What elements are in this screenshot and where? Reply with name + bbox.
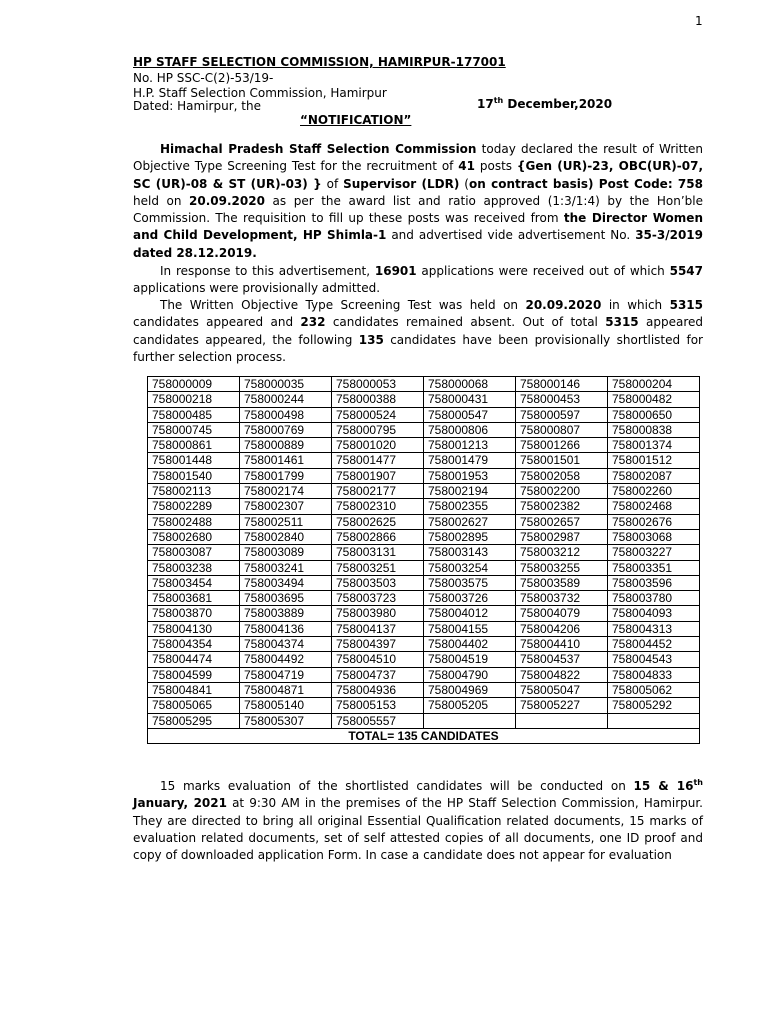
roll-number-cell: 758003503	[332, 575, 424, 590]
table-total-row	[148, 728, 700, 743]
roll-number-cell: 758003238	[148, 560, 240, 575]
roll-number-cell: 758004510	[332, 652, 424, 667]
table-row	[148, 499, 700, 514]
roll-number-cell: 758005140	[240, 698, 332, 713]
roll-number-cell: 758003980	[332, 606, 424, 621]
roll-number-cell: 758000388	[332, 392, 424, 407]
roll-number-cell: 758003143	[424, 545, 516, 560]
roll-number-cell: 758000745	[148, 422, 240, 437]
roll-number-cell: 758004790	[424, 667, 516, 682]
roll-number-cell: 758000146	[516, 377, 608, 392]
roll-number-cell	[516, 713, 608, 728]
roll-number-cell: 758002895	[424, 529, 516, 544]
office-name: H.P. Staff Selection Commission, Hamirpur	[133, 86, 387, 100]
page-number: 1	[695, 14, 703, 28]
roll-number-cell: 758005062	[608, 682, 700, 697]
roll-number-cell: 758000498	[240, 407, 332, 422]
roll-number-cell: 758003494	[240, 575, 332, 590]
roll-number-cell: 758000524	[332, 407, 424, 422]
paragraph-screening-test: The Written Objective Type Screening Test was held on 20.09.2020 in which 5315 candidates appeared and 232 candidates remained absent. Out of total 5315 appeared candidates appeared, the following 135 candidates have been provisionally shortlisted for further selection process.	[133, 298, 704, 364]
roll-number-cell: 758001799	[240, 468, 332, 483]
roll-number-cell: 758003254	[424, 560, 516, 575]
roll-number-cell: 758002200	[516, 484, 608, 499]
roll-number-cell: 758004136	[240, 621, 332, 636]
roll-number-cell: 758004871	[240, 682, 332, 697]
roll-number-cell: 758004130	[148, 621, 240, 636]
roll-number-cell: 758005307	[240, 713, 332, 728]
roll-number-cell: 758005295	[148, 713, 240, 728]
reference-number: No. HP SSC-C(2)-53/19-	[133, 71, 274, 85]
roll-number-cell: 758001213	[424, 438, 516, 453]
roll-number-cell: 758004822	[516, 667, 608, 682]
roll-number-cell: 758000795	[332, 422, 424, 437]
roll-number-cell: 758004313	[608, 621, 700, 636]
roll-number-cell: 758004155	[424, 621, 516, 636]
roll-number-cell: 758002058	[516, 468, 608, 483]
table-row	[148, 392, 700, 407]
roll-number-cell: 758004537	[516, 652, 608, 667]
roll-number-cell: 758003241	[240, 560, 332, 575]
roll-number-cell: 758003575	[424, 575, 516, 590]
roll-number-cell: 758003212	[516, 545, 608, 560]
roll-number-cell: 758004492	[240, 652, 332, 667]
table-row	[148, 407, 700, 422]
roll-number-cell: 758003351	[608, 560, 700, 575]
roll-number-cell: 758000431	[424, 392, 516, 407]
roll-number-cell: 758004833	[608, 667, 700, 682]
roll-number-cell: 758004410	[516, 637, 608, 652]
table-row	[148, 575, 700, 590]
roll-number-cell: 758002657	[516, 514, 608, 529]
roll-number-cell: 758004841	[148, 682, 240, 697]
roll-number-cell: 758002987	[516, 529, 608, 544]
roll-number-cell: 758004474	[148, 652, 240, 667]
table-row	[148, 484, 700, 499]
roll-number-cell: 758004936	[332, 682, 424, 697]
roll-number-cell: 758000485	[148, 407, 240, 422]
roll-number-cell: 758005292	[608, 698, 700, 713]
total-candidates: TOTAL= 135 CANDIDATES	[148, 728, 700, 743]
roll-number-cell: 758002382	[516, 499, 608, 514]
roll-number-cell: 758001501	[516, 453, 608, 468]
table-row	[148, 422, 700, 437]
roll-number-cell: 758000838	[608, 422, 700, 437]
roll-number-cell: 758002310	[332, 499, 424, 514]
roll-number-cell: 758004137	[332, 621, 424, 636]
roll-number-cell: 758003889	[240, 606, 332, 621]
roll-number-cell: 758003255	[516, 560, 608, 575]
dated-label: Dated: Hamirpur, the	[133, 99, 261, 113]
roll-number-cell: 758002194	[424, 484, 516, 499]
roll-number-cell: 758002307	[240, 499, 332, 514]
roll-number-cell: 758003726	[424, 591, 516, 606]
roll-number-cell: 758002468	[608, 499, 700, 514]
roll-number-cell: 758000035	[240, 377, 332, 392]
roll-number-cell: 758002676	[608, 514, 700, 529]
roll-number-cell: 758000453	[516, 392, 608, 407]
paragraph-evaluation: 15 marks evaluation of the shortlisted candidates will be conducted on 15 & 16th January, 2021 at 9:30 AM in the premises of the HP Staff Selection Commission, Hamirpur. They are directed to bring all original Essential Qualification related documents, 15 marks of evaluation related documents, set of self attested copies of all documents, one ID proof and copy of downloaded application Form. In case a candidate does not appear for evaluation	[133, 778, 703, 863]
roll-number-cell: 758004079	[516, 606, 608, 621]
roll-number-cell: 758003251	[332, 560, 424, 575]
roll-number-cell	[424, 713, 516, 728]
roll-number-cell: 758002113	[148, 484, 240, 499]
roll-number-cell: 758004354	[148, 637, 240, 652]
roll-number-cell: 758003089	[240, 545, 332, 560]
table-row	[148, 652, 700, 667]
roll-number-cell: 758000204	[608, 377, 700, 392]
table-row	[148, 529, 700, 544]
roll-number-cell: 758002627	[424, 514, 516, 529]
roll-number-cell: 758001448	[148, 453, 240, 468]
roll-number-cell: 758002680	[148, 529, 240, 544]
notification-date: 17th December,2020	[477, 96, 613, 111]
roll-number-cell: 758000244	[240, 392, 332, 407]
table-row	[148, 545, 700, 560]
roll-number-cell: 758001540	[148, 468, 240, 483]
roll-number-cell: 758002866	[332, 529, 424, 544]
table-row	[148, 667, 700, 682]
roll-number-cell: 758004737	[332, 667, 424, 682]
table-row	[148, 560, 700, 575]
roll-number-cell: 758001020	[332, 438, 424, 453]
table-row	[148, 621, 700, 636]
roll-number-cell: 758001953	[424, 468, 516, 483]
roll-number-cell: 758001374	[608, 438, 700, 453]
roll-number-cell: 758003068	[608, 529, 700, 544]
roll-number-cell: 758000068	[424, 377, 516, 392]
roll-number-cell: 758002488	[148, 514, 240, 529]
roll-number-cell: 758001479	[424, 453, 516, 468]
roll-number-cell	[608, 713, 700, 728]
table-row	[148, 698, 700, 713]
table-row	[148, 453, 700, 468]
roll-number-cell: 758004543	[608, 652, 700, 667]
roll-number-cell: 758003870	[148, 606, 240, 621]
roll-number-cell: 758001477	[332, 453, 424, 468]
table-row	[148, 591, 700, 606]
roll-number-cell: 758004599	[148, 667, 240, 682]
roll-number-cell: 758001907	[332, 468, 424, 483]
roll-number-cell: 758001266	[516, 438, 608, 453]
roll-number-cell: 758004093	[608, 606, 700, 621]
paragraph-result-declaration: Himachal Pradesh Staff Selection Commission today declared the result of Written Objective Type Screening Test for the recruitment of 41 posts {Gen (UR)-23, OBC(UR)-07, SC (UR)-08 & ST (UR)-03) } of Supervisor (LDR) (on contract basis) Post Code: 758 held on 20.09.2020 as per the award list and ratio approved (1:3/1:4) by the Hon’ble Commission. The requisition to fill up these posts was received from the Director Women and Child Development, HP Shimla-1 and advertised vide advertisement No. 35-3/2019 dated 28.12.2019.	[133, 142, 704, 260]
roll-number-cell: 758000806	[424, 422, 516, 437]
roll-number-cell: 758002511	[240, 514, 332, 529]
roll-number-cell: 758002260	[608, 484, 700, 499]
roll-number-cell: 758004969	[424, 682, 516, 697]
roll-number-cell: 758002174	[240, 484, 332, 499]
roll-number-cell: 758001461	[240, 453, 332, 468]
roll-number-cell: 758000889	[240, 438, 332, 453]
roll-number-cell: 758005227	[516, 698, 608, 713]
shortlisted-roll-numbers-table	[147, 376, 700, 744]
roll-number-cell: 758002177	[332, 484, 424, 499]
roll-number-cell: 758004719	[240, 667, 332, 682]
table-row	[148, 713, 700, 728]
notification-title: “NOTIFICATION”	[300, 113, 412, 127]
roll-number-cell: 758003131	[332, 545, 424, 560]
table-row	[148, 438, 700, 453]
roll-number-cell: 758004206	[516, 621, 608, 636]
roll-number-cell: 758002840	[240, 529, 332, 544]
table-row	[148, 606, 700, 621]
table-row	[148, 377, 700, 392]
paragraph-applications: In response to this advertisement, 16901 applications were received out of which 5547 applications were provisionally admitted.	[133, 264, 703, 296]
roll-number-cell: 758004397	[332, 637, 424, 652]
roll-number-cell: 758000547	[424, 407, 516, 422]
roll-number-cell: 758003695	[240, 591, 332, 606]
roll-number-cell: 758002289	[148, 499, 240, 514]
roll-number-cell: 758000009	[148, 377, 240, 392]
roll-number-cell: 758003780	[608, 591, 700, 606]
roll-number-cell: 758003589	[516, 575, 608, 590]
roll-number-cell: 758004519	[424, 652, 516, 667]
roll-number-cell: 758005205	[424, 698, 516, 713]
table-row	[148, 637, 700, 652]
roll-number-cell: 758003681	[148, 591, 240, 606]
commission-title: HP STAFF SELECTION COMMISSION, HAMIRPUR-177001	[133, 55, 506, 69]
roll-number-cell: 758000053	[332, 377, 424, 392]
roll-number-cell: 758005047	[516, 682, 608, 697]
roll-number-cell: 758004402	[424, 637, 516, 652]
roll-number-cell: 758003087	[148, 545, 240, 560]
roll-number-cell: 758004012	[424, 606, 516, 621]
roll-number-cell: 758005557	[332, 713, 424, 728]
roll-number-cell: 758003723	[332, 591, 424, 606]
roll-number-cell: 758002087	[608, 468, 700, 483]
table-row	[148, 682, 700, 697]
roll-number-cell: 758004452	[608, 637, 700, 652]
roll-number-cell: 758005153	[332, 698, 424, 713]
roll-number-cell: 758003596	[608, 575, 700, 590]
roll-number-cell: 758002355	[424, 499, 516, 514]
table-row	[148, 468, 700, 483]
roll-number-cell: 758005065	[148, 698, 240, 713]
roll-number-cell: 758003227	[608, 545, 700, 560]
roll-number-cell: 758001512	[608, 453, 700, 468]
table-row	[148, 514, 700, 529]
roll-number-cell: 758000482	[608, 392, 700, 407]
roll-number-cell: 758000807	[516, 422, 608, 437]
roll-number-cell: 758000769	[240, 422, 332, 437]
roll-number-cell: 758004374	[240, 637, 332, 652]
roll-number-cell: 758003732	[516, 591, 608, 606]
roll-number-cell: 758003454	[148, 575, 240, 590]
roll-number-cell: 758000650	[608, 407, 700, 422]
roll-number-cell: 758002625	[332, 514, 424, 529]
roll-number-cell: 758000861	[148, 438, 240, 453]
roll-number-cell: 758000597	[516, 407, 608, 422]
roll-number-cell: 758000218	[148, 392, 240, 407]
